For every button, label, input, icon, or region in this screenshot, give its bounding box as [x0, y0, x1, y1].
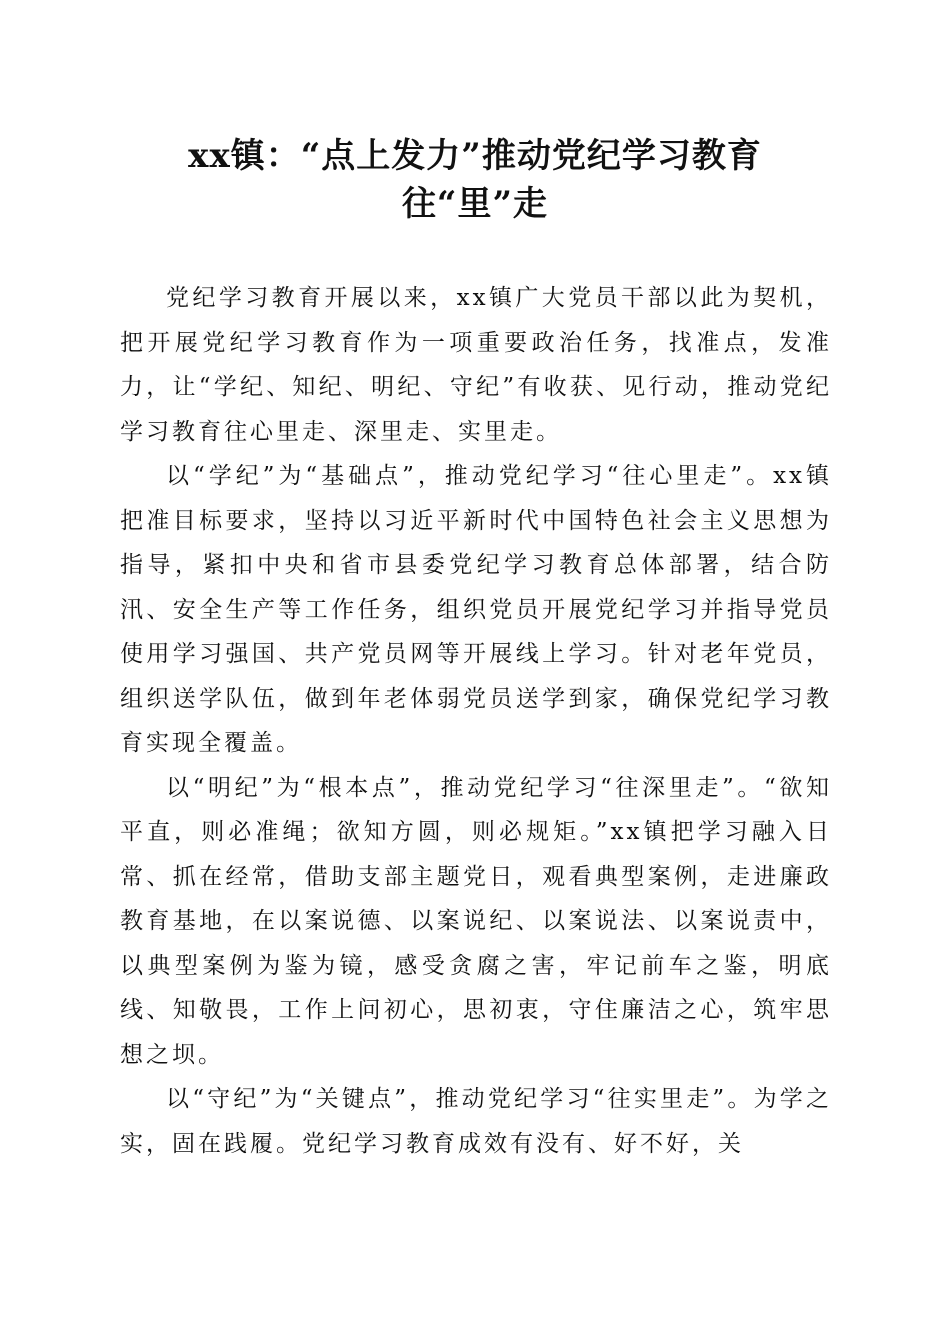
- paragraph-intro: 党纪学习教育开展以来，xx镇广大党员干部以此为契机，把开展党纪学习教育作为一项重要政治任务，找准点，发准力，让“学纪、知纪、明纪、守纪”有收获、见行动，推动党纪学习教育往心里走、深里走、实里走。: [120, 285, 832, 445]
- paragraph-understand-discipline: 以“明纪”为“根本点”，推动党纪学习“往深里走”。“欲知平直，则必准绳；欲知方圆，则必规矩。”xx镇把学习融入日常、抓在经常，借助支部主题党日，观看典型案例，走进廉政教育基地，在以案说德、以案说纪、以案说法、以案说责中，以典型案例为鉴为镜，感受贪腐之害，牢记前车之鉴，明底线、知敬畏，工作上问初心，思初衷，守住廉洁之心，筑牢思想之坝。: [120, 774, 832, 1068]
- paragraph-observe-discipline: 以“守纪”为“关键点”，推动党纪学习“往实里走”。为学之实，固在践履。党纪学习教育成效有没有、好不好，关: [120, 1086, 832, 1157]
- document-body: [120, 276, 832, 1166]
- title-line-2: 往“里”走: [401, 184, 549, 224]
- paragraph-study-discipline: 以“学纪”为“基础点”，推动党纪学习“往心里走”。xx镇把准目标要求，坚持以习近平新时代中国特色社会主义思想为指导，紧扣中央和省市县委党纪学习教育总体部署，结合防汛、安全生产等工作任务，组织党员开展党纪学习并指导党员使用学习强国、共产党员网等开展线上学习。针对老年党员，组织送学队伍，做到年老体弱党员送学到家，确保党纪学习教育实现全覆盖。: [120, 463, 832, 756]
- document-title: [100, 132, 850, 228]
- title-line-1: xx镇：“点上发力”推动党纪学习教育: [188, 136, 762, 176]
